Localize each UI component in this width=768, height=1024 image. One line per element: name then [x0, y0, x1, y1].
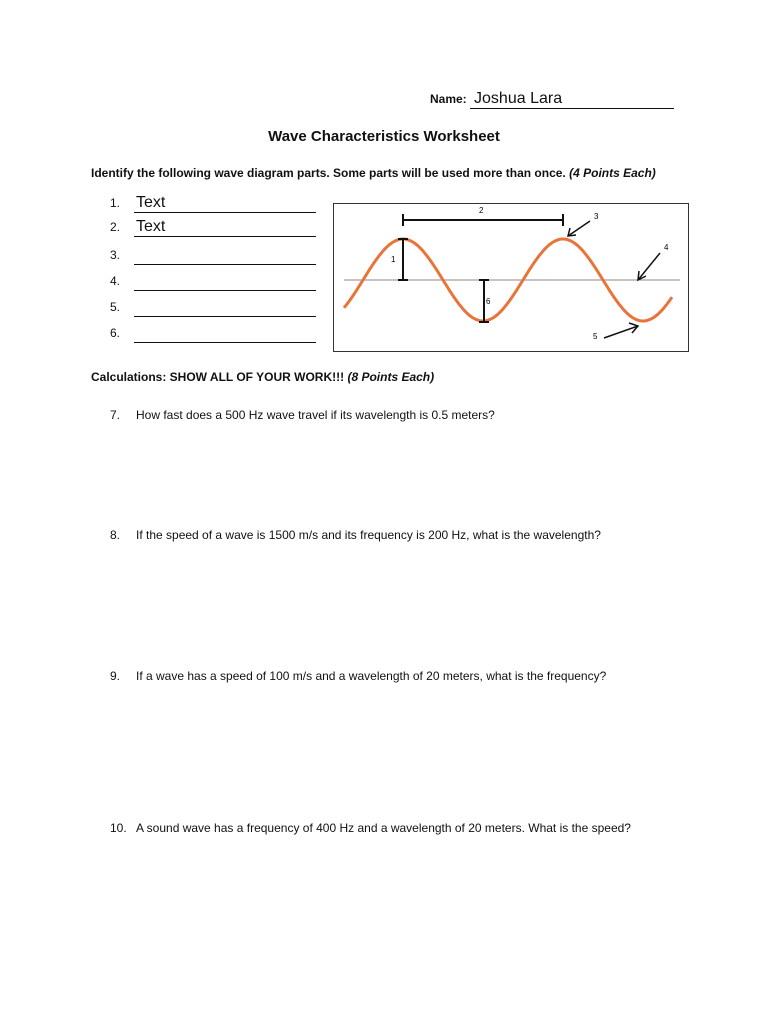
label-6: 6	[486, 297, 491, 306]
answer-item-1	[110, 196, 320, 216]
arrow-3	[568, 221, 590, 236]
answer-item-6	[110, 326, 320, 346]
answer-field-3[interactable]	[134, 264, 316, 265]
label-2: 2	[479, 206, 484, 215]
answer-item-4	[110, 274, 320, 294]
question-text: If a wave has a speed of 100 m/s and a wavelength of 20 meters, what is the frequency?	[136, 669, 607, 683]
calculations-heading	[91, 370, 434, 384]
name-label: Name:	[430, 92, 467, 106]
answer-number: 1.	[110, 196, 121, 210]
label-3: 3	[594, 212, 599, 221]
answer-number: 6.	[110, 326, 121, 340]
arrow-5	[604, 323, 638, 338]
instructions-text: Identify the following wave diagram parts. Some parts will be used more than once.	[91, 166, 566, 180]
question-number: 7.	[110, 408, 121, 422]
question-7	[110, 408, 495, 422]
calculations-text: Calculations: SHOW ALL OF YOUR WORK!!!	[91, 370, 345, 384]
question-text: If the speed of a wave is 1500 m/s and its frequency is 200 Hz, what is the wavelength?	[136, 528, 601, 542]
instructions	[91, 166, 656, 180]
label-4: 4	[664, 243, 669, 252]
calculations-points: (8 Points Each)	[347, 370, 435, 384]
answer-number: 2.	[110, 220, 121, 234]
question-number: 9.	[110, 669, 121, 683]
answer-field-2[interactable]: Text	[134, 218, 316, 237]
answer-field-5[interactable]	[134, 316, 316, 317]
question-8	[110, 528, 601, 542]
question-9	[110, 669, 606, 683]
answer-item-2	[110, 220, 320, 240]
answer-number: 4.	[110, 274, 121, 288]
arrow-4	[638, 253, 660, 280]
question-10	[110, 821, 631, 835]
answer-number: 3.	[110, 248, 121, 262]
label-1: 1	[391, 255, 396, 264]
answer-field-1[interactable]: Text	[134, 194, 316, 213]
answer-field-4[interactable]	[134, 290, 316, 291]
question-text: A sound wave has a frequency of 400 Hz and a wavelength of 20 meters. What is the speed?	[136, 821, 631, 835]
name-row	[430, 90, 674, 109]
answer-field-6[interactable]	[134, 342, 316, 343]
question-number: 8.	[110, 528, 121, 542]
answer-number: 5.	[110, 300, 121, 314]
worksheet-title: Wave Characteristics Worksheet	[268, 128, 500, 145]
instructions-points: (4 Points Each)	[569, 166, 656, 180]
name-field[interactable]: Joshua Lara	[470, 90, 674, 109]
answer-item-5	[110, 300, 320, 320]
question-number: 10.	[110, 821, 127, 835]
question-text: How fast does a 500 Hz wave travel if its wavelength is 0.5 meters?	[136, 408, 495, 422]
wave-diagram	[333, 203, 689, 352]
label-5: 5	[593, 332, 598, 341]
answer-item-3	[110, 248, 320, 268]
